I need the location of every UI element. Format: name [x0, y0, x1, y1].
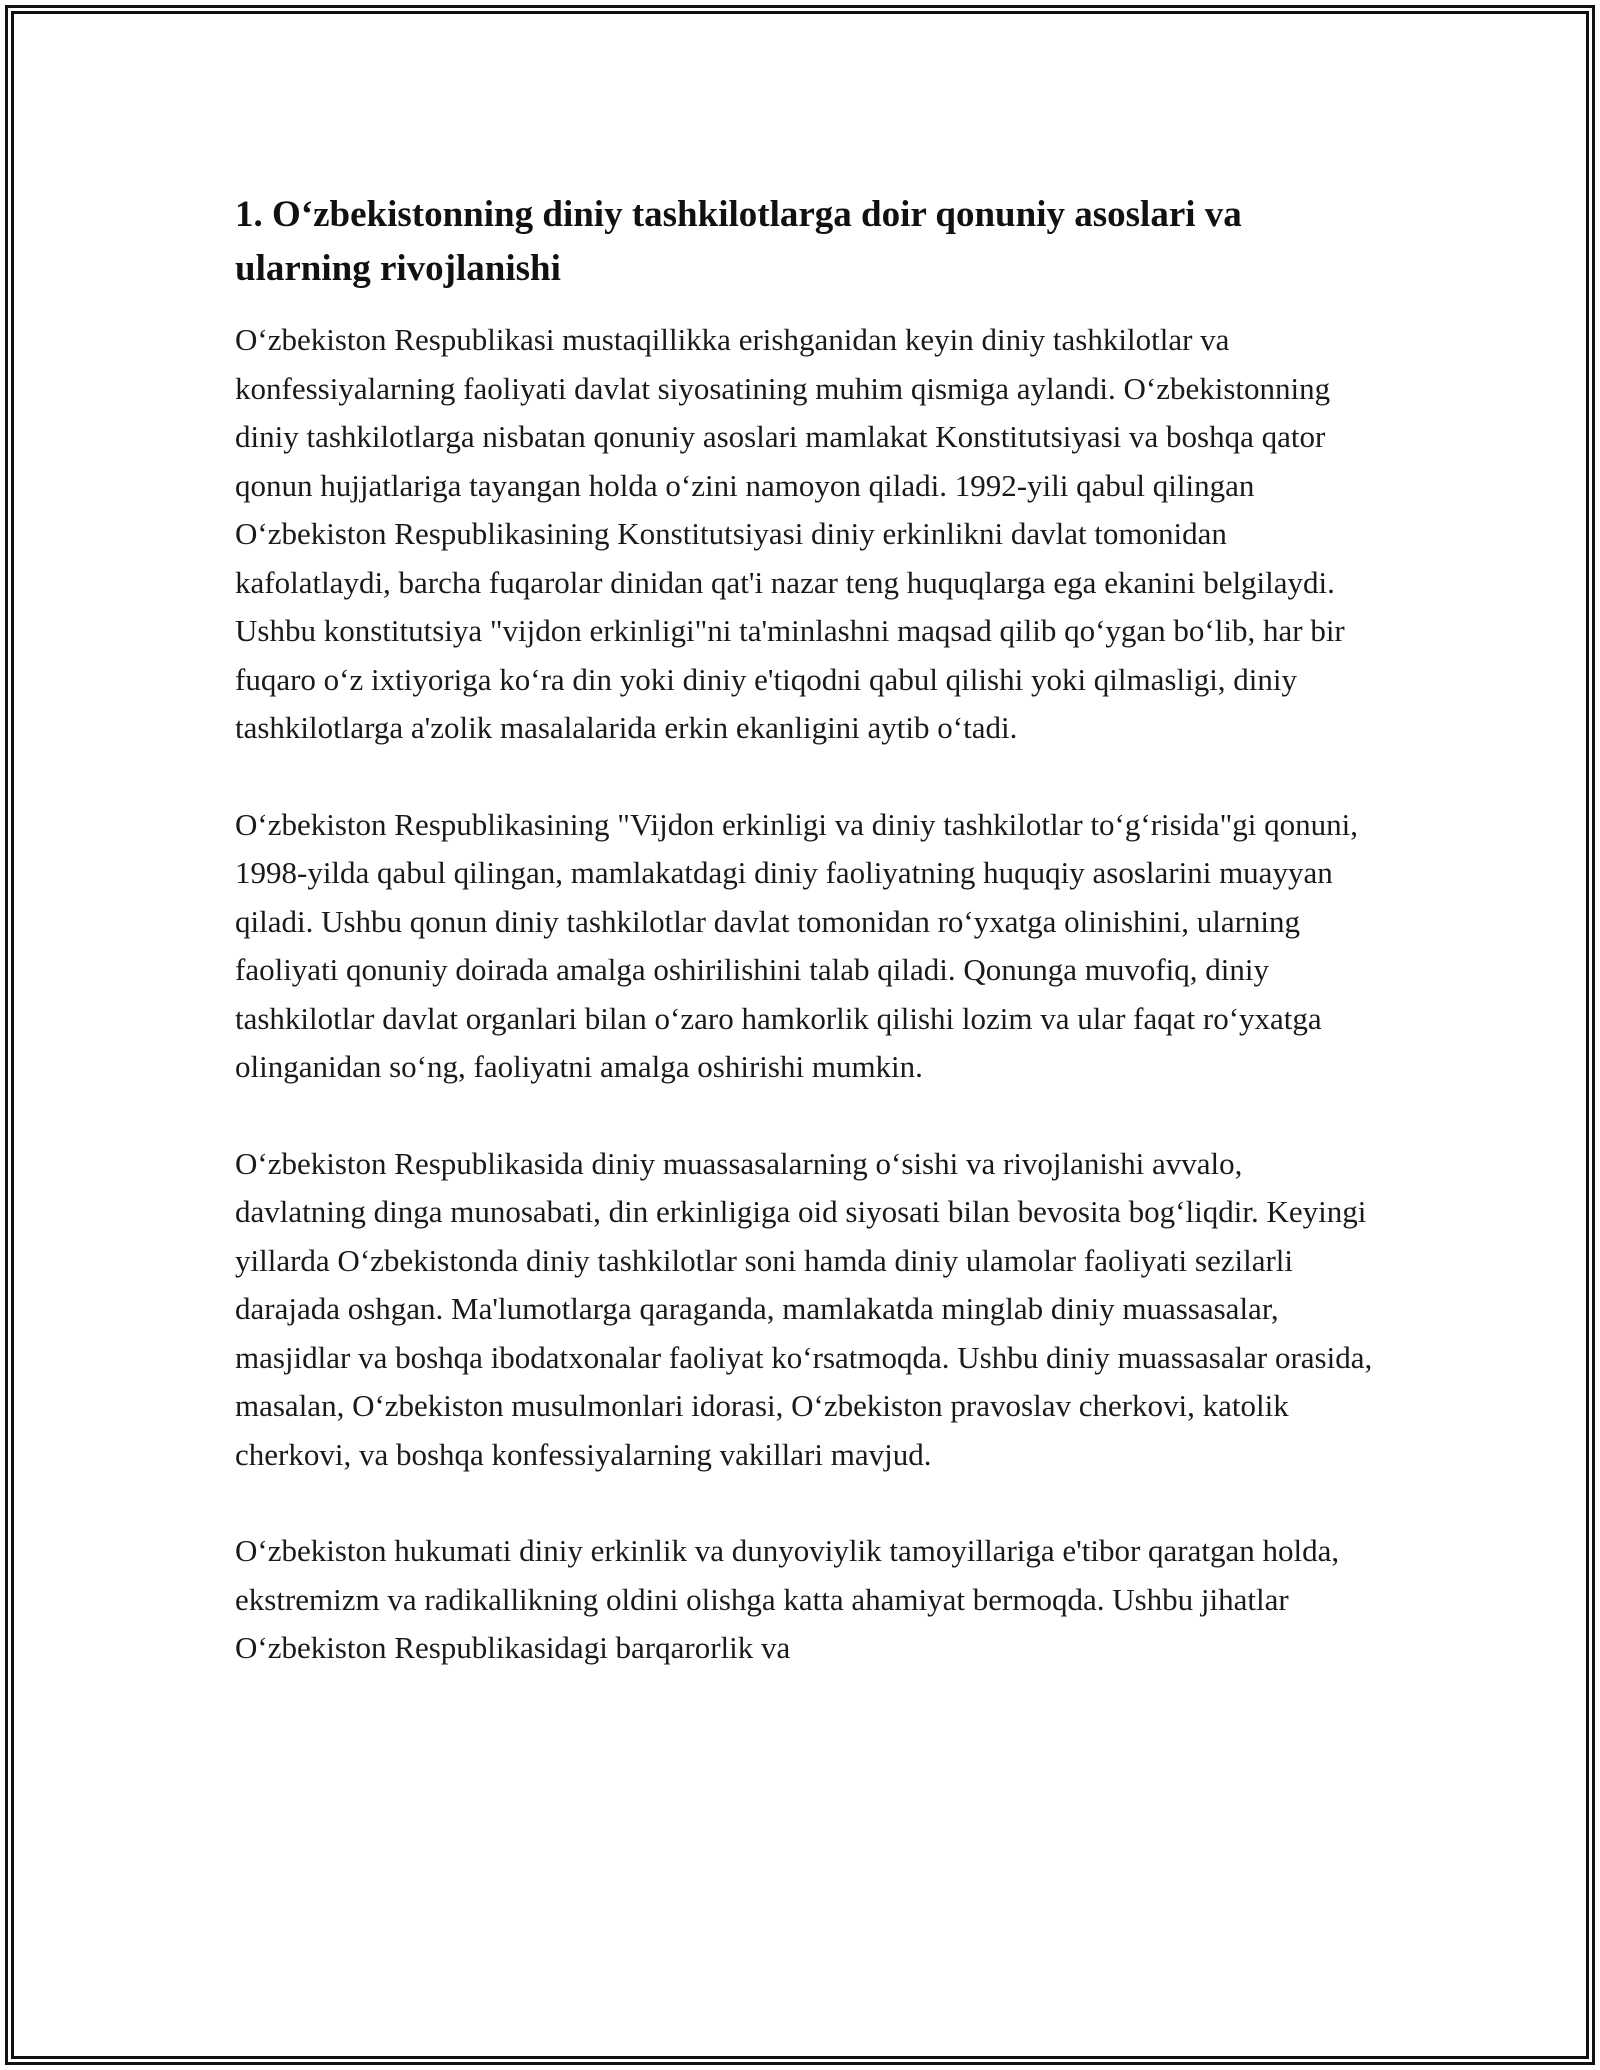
- paragraph-4: O‘zbekiston hukumati diniy erkinlik va dunyoviylik tamoyillariga e'tibor qaratgan holda, ekstremizm va radikallikning oldini olishga katta ahamiyat bermoqda. Ushbu jihatlar O‘zbekiston Respublikasidagi barqarorlik va: [235, 1533, 1340, 1665]
- section-heading: 1. O‘zbekistonning diniy tashkilotlarga doir qonuniy asoslari va ularning rivojlanishi: [235, 194, 1242, 289]
- paragraph-1: O‘zbekiston Respublikasi mustaqillikka erishganidan keyin diniy tashkilotlar va konfessiyalarning faoliyati davlat siyosatining muhim qismiga aylandi. O‘zbekistonning diniy tashkilotlarga nisbatan qonuniy asoslari mamlakat Konstitutsiyasi va boshqa qator qonun hujjatlariga tayangan holda o‘zini namoyon qiladi. 1992-yili qabul qilingan O‘zbekiston Respublikasining Konstitutsiyasi diniy erkinlikni davlat tomonidan kafolatlaydi, barcha fuqarolar dinidan qat'i nazar teng huquqlarga ega ekanini belgilaydi. Ushbu konstitutsiya "vijdon erkinligi"ni ta'minlashni maqsad qilib qo‘ygan bo‘lib, har bir fuqaro o‘z ixtiyoriga ko‘ra din yoki diniy e'tiqodni qabul qilishi yoki qilmasligi, diniy tashkilotlarga a'zolik masalalarida erkin ekanligini aytib o‘tadi.: [235, 322, 1345, 745]
- paragraph-2: O‘zbekiston Respublikasining "Vijdon erkinligi va diniy tashkilotlar to‘g‘risida"gi qonuni, 1998-yilda qabul qilingan, mamlakatdagi diniy faoliyatning huquqiy asoslarini muayyan qiladi. Ushbu qonun diniy tashkilotlar davlat tomonidan ro‘yxatga olinishini, ularning faoliyati qonuniy doirada amalga oshirilishini talab qiladi. Qonunga muvofiq, diniy tashkilotlar davlat organlari bilan o‘zaro hamkorlik qilishi lozim va ular faqat ro‘yxatga olinganidan so‘ng, faoliyatni amalga oshirishi mumkin.: [235, 806, 1358, 1084]
- document-body: [235, 188, 1375, 1721]
- paragraph-3: O‘zbekiston Respublikasida diniy muassasalarning o‘sishi va rivojlanishi avvalo, davlatning dinga munosabati, din erkinligiga oid siyosati bilan bevosita bog‘liqdir. Keyingi yillarda O‘zbekistonda diniy tashkilotlar soni hamda diniy ulamolar faoliyati sezilarli darajada oshgan. Ma'lumotlarga qaraganda, mamlakatda minglab diniy muassasalar, masjidlar va boshqa ibodatxonalar faoliyat ko‘rsatmoqda. Ushbu diniy muassasalar orasida, masalan, O‘zbekiston musulmonlari idorasi, O‘zbekiston pravoslav cherkovi, katolik cherkovi, va boshqa konfessiyalarning vakillari mavjud.: [235, 1145, 1373, 1472]
